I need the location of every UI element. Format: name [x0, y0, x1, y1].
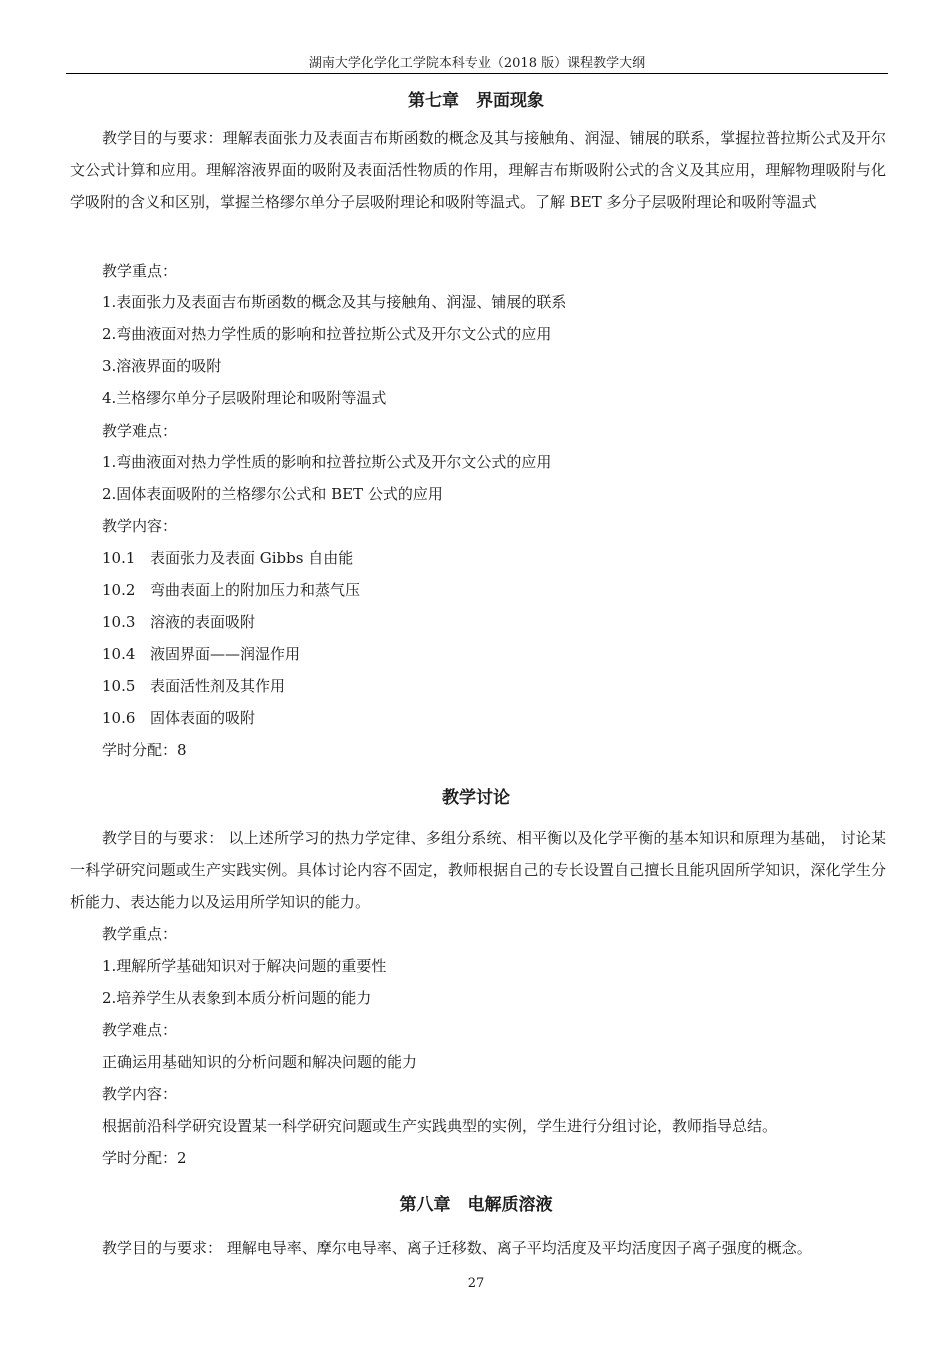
ch7-content-item — [102, 548, 353, 568]
content-text: 弯曲表面上的附加压力和蒸气压 — [150, 581, 361, 599]
ch7-content-item — [102, 708, 255, 728]
content-text: 固体表面的吸附 — [150, 709, 256, 727]
disc-content-text: 根据前沿科学研究设置某一科学研究问题或生产实践典型的实例，学生进行分组讨论，教师指导总结。 — [102, 1117, 778, 1135]
disc-key-item: 2.培养学生从表象到本质分析问题的能力 — [102, 989, 372, 1007]
ch7-content-item — [102, 612, 255, 632]
content-number: 10.2 — [102, 581, 136, 599]
ch7-key-item: 1.表面张力及表面吉布斯函数的概念及其与接触角、润湿、铺展的联系 — [102, 293, 567, 311]
ch7-diff-label: 教学难点： — [102, 422, 178, 440]
ch7-content-item — [102, 644, 300, 664]
content-number: 10.6 — [102, 709, 136, 727]
disc-key-item: 1.理解所学基础知识对于解决问题的重要性 — [102, 957, 387, 975]
ch7-content-label: 教学内容： — [102, 517, 178, 535]
ch7-content-item — [102, 676, 285, 696]
content-text: 液固界面——润湿作用 — [150, 645, 301, 663]
content-number: 10.5 — [102, 677, 136, 695]
content-number: 10.4 — [102, 645, 136, 663]
ch7-diff-item: 2.固体表面吸附的兰格缪尔公式和 BET 公式的应用 — [102, 485, 443, 503]
disc-diff-item: 正确运用基础知识的分析问题和解决问题的能力 — [102, 1053, 418, 1071]
ch7-key-item: 2.弯曲液面对热力学性质的影响和拉普拉斯公式及开尔文公式的应用 — [102, 325, 552, 343]
ch7-key-label: 教学重点： — [102, 262, 178, 280]
content-number: 10.1 — [102, 549, 136, 567]
document-header: 湖南大学化学化工学院本科专业（2018 版）课程教学大纲 — [308, 56, 646, 71]
chapter-8-title: 第八章 电解质溶液 — [399, 1195, 553, 1215]
content-text: 溶液的表面吸附 — [150, 613, 256, 631]
disc-hours: 学时分配：2 — [102, 1149, 187, 1167]
discussion-title: 教学讨论 — [442, 788, 510, 808]
content-text: 表面活性剂及其作用 — [150, 677, 286, 695]
content-number: 10.3 — [102, 613, 136, 631]
ch7-content-item — [102, 580, 360, 600]
disc-content-label: 教学内容： — [102, 1085, 178, 1103]
chapter-7-objective: 教学目的与要求：理解表面张力及表面吉布斯函数的概念及其与接触角、润湿、铺展的联系，掌握拉普拉斯公式及开尔文公式计算和应用。理解溶液界面的吸附及表面活性物质的作用，理解吉布斯吸附公式的含义及其应用，理解物理吸附与化学吸附的含义和区别，掌握兰格缪尔单分子层吸附理论和吸附等温式。了解 BET 多分子层吸附理论和吸附等温式 — [70, 129, 886, 211]
header-rule — [66, 73, 888, 74]
chapter-7-title: 第七章 界面现象 — [408, 91, 544, 111]
disc-key-label: 教学重点： — [102, 925, 178, 943]
disc-diff-label: 教学难点： — [102, 1021, 178, 1039]
discussion-objective: 教学目的与要求： 以上述所学习的热力学定律、多组分系统、相平衡以及化学平衡的基本知识和原理为基础， 讨论某一科学研究问题或生产实践实例。具体讨论内容不固定，教师根据自己的专长设置自己擅长且能巩固所学知识，深化学生分析能力、表达能力以及运用所学知识的能力。 — [70, 829, 886, 911]
page-number: 27 — [467, 1276, 485, 1291]
content-text: 表面张力及表面 Gibbs 自由能 — [150, 549, 354, 567]
ch7-key-item: 3.溶液界面的吸附 — [102, 357, 222, 375]
chapter-8-objective: 教学目的与要求： 理解电导率、摩尔电导率、离子迁移数、离子平均活度及平均活度因子离子强度的概念。 — [102, 1239, 812, 1257]
ch7-hours: 学时分配：8 — [102, 741, 187, 759]
ch7-diff-item: 1.弯曲液面对热力学性质的影响和拉普拉斯公式及开尔文公式的应用 — [102, 453, 552, 471]
ch7-key-item: 4.兰格缪尔单分子层吸附理论和吸附等温式 — [102, 389, 387, 407]
